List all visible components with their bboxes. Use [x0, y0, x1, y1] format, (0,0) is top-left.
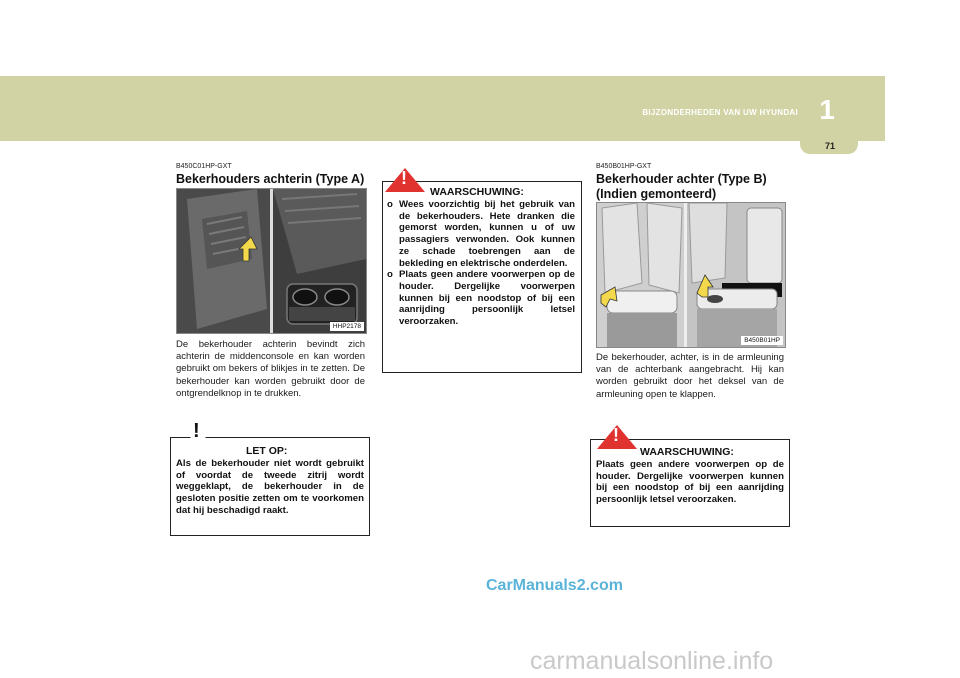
warning-title: WAARSCHUWING:: [430, 186, 524, 198]
left-body-text: De bekerhouder achterin bevindt zich achterin de middenconsole en kan worden gebruikt om bekers of blikjes in te zetten. De bekerhouder kan worden gebruikt door de ontgrendelknop in te drukken.: [176, 339, 365, 399]
warning-item: o Plaats geen andere voorwerpen op de houder. Dergelijke voorwerpen kunnen bij een noodstop of bij een aanrijding persoonlijk letsel veroorzaken.: [387, 269, 575, 328]
exclamation-icon: !: [613, 425, 619, 445]
watermark-carmanuals2: CarManuals2.com: [486, 577, 623, 594]
caution-title: LET OP:: [246, 445, 288, 457]
photo-code-label: B450B01HP: [741, 336, 783, 345]
warning-body: [387, 199, 575, 328]
cup-holder-illustration: [177, 189, 366, 333]
cup-holder-photo-a: [176, 188, 367, 334]
section-heading: [596, 172, 796, 201]
page-number: 71: [824, 141, 835, 151]
right-body-text: De bekerhouder, achter, is in de armleuning van de achterbank aangebracht. Hij kan worden gebruikt door het deksel van de armleuning open te klappen.: [596, 352, 784, 400]
watermark-carmanualsonline: carmanualsonline.info: [530, 647, 774, 675]
heading-line: (Indien gemonteerd): [596, 186, 717, 201]
warning-item: o Wees voorzichtig bij het gebruik van de bekerhouders. Hete dranken die gemorst worden, kunnen u of uw passagiers verwonden. Ook kunnen ze schade toebrengen aan de bekleding en elektrische onderdelen.: [387, 199, 575, 269]
section-code: B450C01HP-GXT: [176, 163, 232, 170]
cup-holder-photo-b: [596, 202, 786, 348]
warning-body: Plaats geen andere voorwerpen op de houder. Dergelijke voorwerpen kunnen bij een noodstop of bij een aanrijding persoonlijk letsel veroorzaken.: [596, 459, 784, 506]
exclamation-icon: !: [193, 420, 200, 442]
section-title: BIJZONDERHEDEN VAN UW HYUNDAI: [642, 108, 798, 117]
chapter-number: 1: [819, 94, 835, 125]
armrest-illustration: [597, 203, 785, 347]
heading-line: Bekerhouder achter (Type B): [596, 172, 767, 186]
photo-code-label: HHP2178: [330, 322, 364, 331]
caution-body: Als de bekerhouder niet wordt gebruikt of voordat de tweede zitrij wordt weggeklapt, de bekerhouder in de gesloten positie zetten om te voorkomen dat hij beschadigd raakt.: [176, 458, 364, 516]
exclamation-icon: !: [401, 168, 407, 188]
section-code: B450B01HP-GXT: [596, 163, 652, 170]
section-heading: Bekerhouders achterin (Type A): [176, 172, 365, 186]
warning-title: WAARSCHUWING:: [640, 446, 734, 458]
